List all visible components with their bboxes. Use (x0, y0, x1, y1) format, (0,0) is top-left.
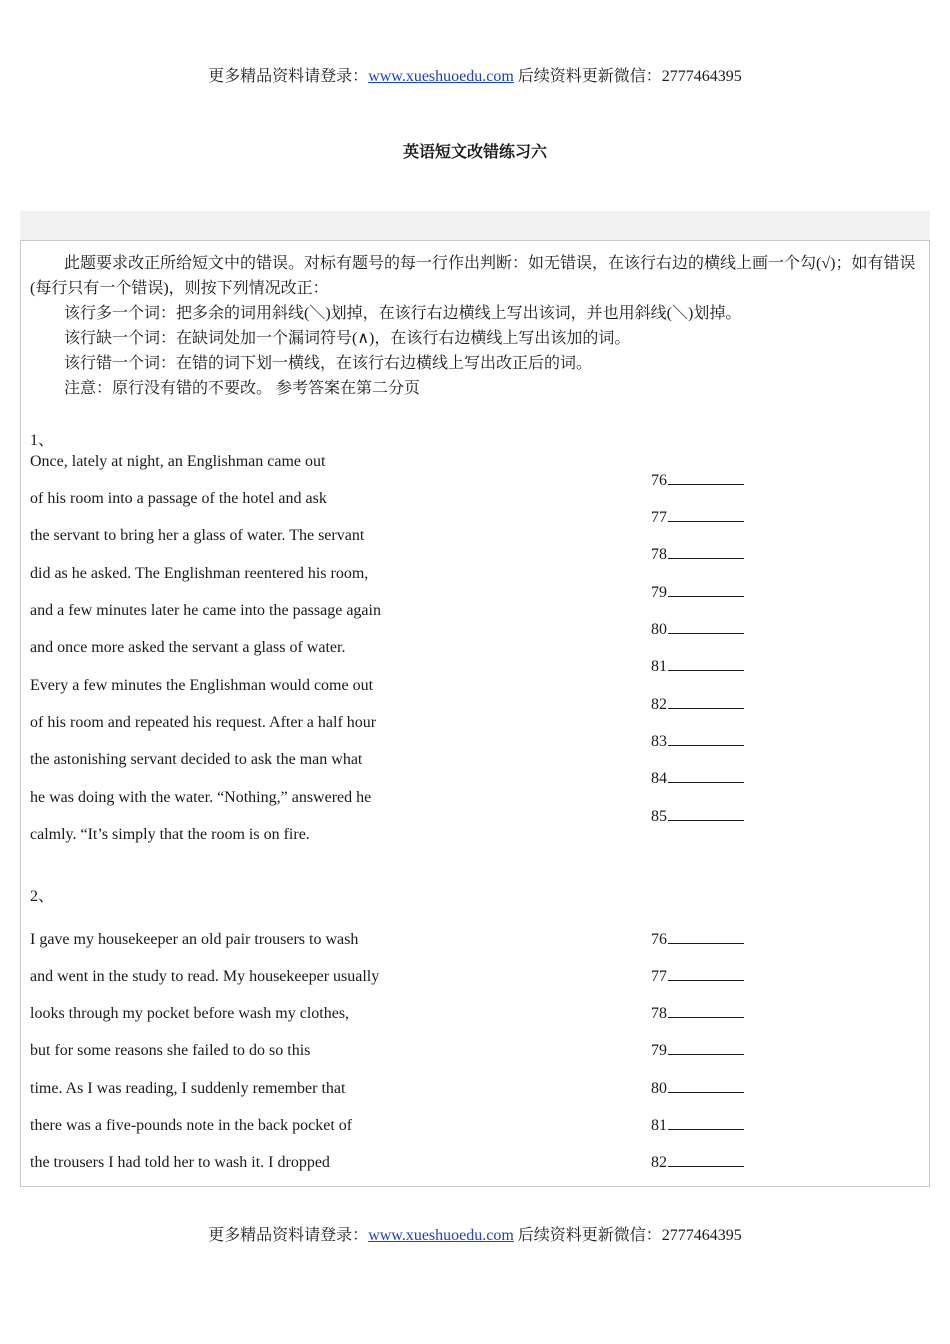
passage-2-line: and went in the study to read. My housekeeper usually (30, 968, 380, 985)
answer-blank[interactable] (651, 1078, 744, 1100)
answer-blank[interactable] (651, 1152, 744, 1174)
answer-blank[interactable] (651, 1040, 744, 1062)
instruction-missing-word: 该行缺一个词：在缺词处加一个漏词符号(∧)，在该行右边横线上写出该加的词。 (64, 330, 631, 347)
answer-blank[interactable] (651, 806, 744, 828)
passage-1-line: and once more asked the servant a glass of water. (30, 639, 346, 656)
answer-line[interactable] (668, 1078, 744, 1093)
passage-1-line: did as he asked. The Englishman reentered his room, (30, 565, 369, 582)
answer-line[interactable] (668, 619, 744, 634)
instruction-extra-word: 该行多一个词：把多余的词用斜线(＼)划掉，在该行右边横线上写出该词，并也用斜线(＼)划掉。 (64, 305, 742, 322)
instruction-intro: 此题要求改正所给短文中的错误。对标有题号的每一行作出判断：如无错误，在该行右边的横线上画一个勾(√)；如有错误(每行只有一个错误)，则按下列情况改正： (30, 255, 916, 297)
answer-blank[interactable] (651, 544, 744, 566)
answer-number: 77 (651, 968, 667, 985)
answer-number: 82 (651, 1154, 667, 1171)
answer-number: 82 (651, 696, 667, 713)
header-website-link[interactable]: www.xueshuoedu.com (368, 68, 514, 85)
answer-number: 83 (651, 733, 667, 750)
answer-line[interactable] (668, 507, 744, 522)
passage-2-line: looks through my pocket before wash my clothes, (30, 1005, 350, 1022)
answer-line[interactable] (668, 731, 744, 746)
page-header (0, 67, 950, 87)
answer-blank[interactable] (651, 619, 744, 641)
answer-number: 77 (651, 509, 667, 526)
instruction-wrong-word: 该行错一个词：在错的词下划一横线，在该行右边横线上写出改正后的词。 (64, 355, 593, 372)
passage-1-line: Once, lately at night, an Englishman came out (30, 453, 326, 470)
answer-line[interactable] (668, 1152, 744, 1167)
answer-number: 80 (651, 1080, 667, 1097)
answer-line[interactable] (668, 656, 744, 671)
footer-website-link[interactable]: www.xueshuoedu.com (368, 1227, 514, 1244)
answer-line[interactable] (668, 929, 744, 944)
answer-blank[interactable] (651, 731, 744, 753)
answer-line[interactable] (668, 470, 744, 485)
passage-2-line: but for some reasons she failed to do so this (30, 1042, 311, 1059)
passage-1-line: Every a few minutes the Englishman would come out (30, 677, 374, 694)
passage-1-line: the servant to bring her a glass of water. The servant (30, 527, 365, 544)
answer-number: 80 (651, 621, 667, 638)
answer-blank[interactable] (651, 1003, 744, 1025)
answer-number: 78 (651, 1005, 667, 1022)
passage-1-line: of his room into a passage of the hotel and ask (30, 490, 327, 507)
answer-line[interactable] (668, 694, 744, 709)
passage-2-label: 2、 (30, 888, 55, 905)
answer-line[interactable] (668, 544, 744, 559)
answer-number: 81 (651, 658, 667, 675)
page-footer (0, 1226, 950, 1246)
passage-1-line: calmly. “It’s simply that the room is on fire. (30, 826, 310, 843)
passage-1-line: of his room and repeated his request. After a half hour (30, 714, 377, 731)
instruction-note: 注意：原行没有错的不要改。 参考答案在第二分页 (64, 380, 421, 397)
passage-2-line: I gave my housekeeper an old pair trousers to wash (30, 931, 359, 948)
answer-number: 78 (651, 546, 667, 563)
answer-line[interactable] (668, 806, 744, 821)
header-prefix: 更多精品资料请登录： (208, 68, 369, 85)
answer-blank[interactable] (651, 470, 744, 492)
answer-line[interactable] (668, 768, 744, 783)
footer-suffix: 后续资料更新微信：2777464395 (513, 1227, 742, 1244)
answer-blank[interactable] (651, 966, 744, 988)
answer-number: 76 (651, 931, 667, 948)
passage-2-line: there was a five-pounds note in the back pocket of (30, 1117, 353, 1134)
passage-1-line: he was doing with the water. “Nothing,” answered he (30, 789, 372, 806)
footer-prefix: 更多精品资料请登录： (208, 1227, 369, 1244)
passage-1-line: the astonishing servant decided to ask the man what (30, 751, 363, 768)
answer-blank[interactable] (651, 1115, 744, 1137)
passage-2-line: the trousers I had told her to wash it. I dropped (30, 1154, 330, 1171)
answer-line[interactable] (668, 1003, 744, 1018)
answer-number: 85 (651, 808, 667, 825)
document-title: 英语短文改错练习六 (402, 144, 547, 161)
passage-2-line: time. As I was reading, I suddenly remember that (30, 1080, 346, 1097)
instructions (30, 251, 925, 401)
answer-blank[interactable] (651, 929, 744, 951)
answer-blank[interactable] (651, 656, 744, 678)
answer-blank[interactable] (651, 768, 744, 790)
grey-band (20, 211, 930, 240)
answer-number: 76 (651, 472, 667, 489)
answer-line[interactable] (668, 582, 744, 597)
answer-line[interactable] (668, 966, 744, 981)
answer-blank[interactable] (651, 694, 744, 716)
answer-number: 79 (651, 584, 667, 601)
answer-line[interactable] (668, 1115, 744, 1130)
answer-blank[interactable] (651, 582, 744, 604)
header-suffix: 后续资料更新微信：2777464395 (513, 68, 742, 85)
answer-line[interactable] (668, 1040, 744, 1055)
answer-number: 79 (651, 1042, 667, 1059)
passage-1-line: and a few minutes later he came into the passage again (30, 602, 381, 619)
answer-number: 84 (651, 770, 667, 787)
answer-number: 81 (651, 1117, 667, 1134)
passage-1-label: 1、 (30, 432, 55, 449)
answer-blank[interactable] (651, 507, 744, 529)
